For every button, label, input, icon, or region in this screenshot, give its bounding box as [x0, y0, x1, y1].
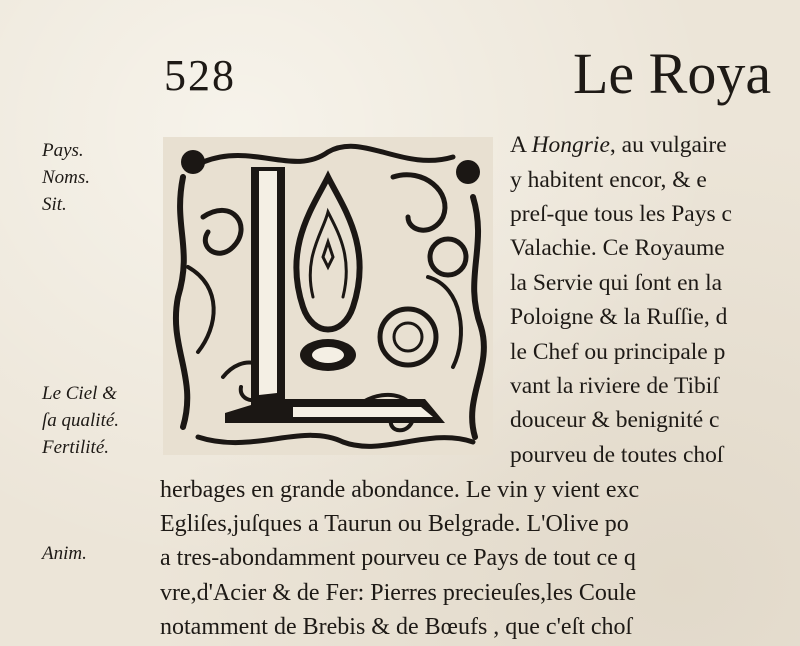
margin-note-ciel: Le Ciel & — [42, 383, 117, 404]
text-line-1-rest: , au vulgaire — [609, 132, 727, 158]
margin-note-qualite: ſa qualité. — [42, 410, 120, 431]
text-line-9: douceur & benignité c — [510, 407, 720, 433]
margin-note-anim: Anim. — [42, 543, 87, 564]
text-line-7: le Chef ou principale p — [510, 339, 726, 365]
text-line-3: preſ-que tous les Pays c — [510, 201, 732, 227]
text-line-4: Valachie. Ce Royaume — [510, 235, 725, 261]
text-line-13: a tres-abondamment pourveu ce Pays de tout ce q — [160, 545, 636, 571]
text-line-5: la Servie qui ſont en la — [510, 270, 723, 296]
text-line-11: herbages en grande abondance. Le vin y vient exc — [160, 477, 640, 503]
margin-note-sit: Sit. — [42, 194, 67, 215]
margin-note-noms: Noms. — [42, 167, 91, 188]
text-line-12: Egliſes,juſques a Taurun ou Belgrade. L'Olive po — [160, 511, 629, 537]
text-line-6: Poloigne & la Ruſſie, d — [510, 304, 728, 330]
text-line-1-prefix: A — [510, 132, 532, 158]
ornamental-initial-l-icon — [163, 137, 493, 455]
text-line-14: vre,d'Acier & de Fer: Pierres precieuſes,les Coule — [160, 580, 637, 606]
margin-note-fertilite: Fertilité. — [42, 437, 110, 458]
page-number: 528 — [164, 51, 236, 100]
text-line-10: pourveu de toutes choſ — [510, 442, 724, 468]
text-line-15: notamment de Brebis & de Bœufs , que c'eſt choſ — [160, 614, 633, 640]
text-line-2: y habitent encor, & e — [510, 167, 707, 193]
text-line-1 — [510, 131, 727, 159]
text-line-8: vant la riviere de Tibiſ — [510, 373, 719, 399]
margin-note-pays: Pays. — [42, 140, 84, 161]
text-line-1-emphasis: Hongrie — [531, 132, 610, 158]
running-title: Le Roya — [573, 41, 772, 106]
